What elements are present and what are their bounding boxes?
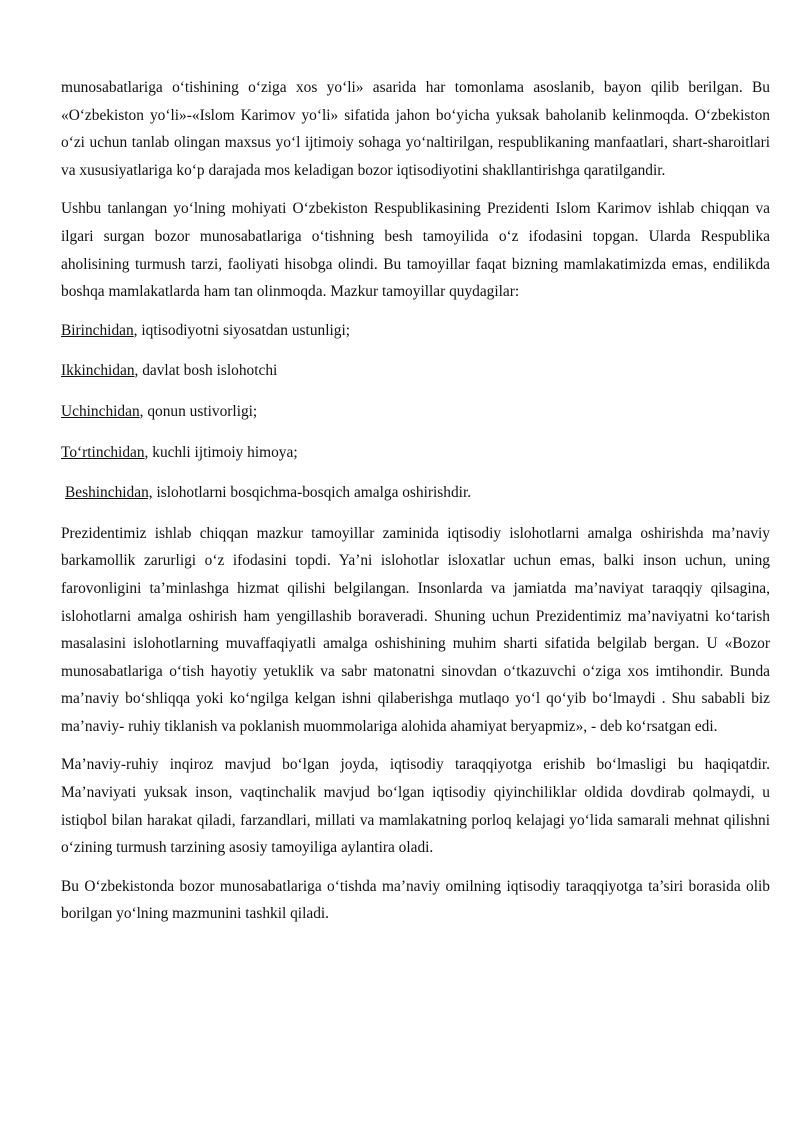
principle-label: Beshinchidan, (65, 484, 153, 502)
principle-text: , kuchli ijtimoiy himoya; (144, 443, 298, 461)
paragraph-spiritual-maturity: Prezidentimiz ishlab chiqqan mazkur tamoyillar zaminida iqtisodiy islohotlarni amalga oshirishda ma’naviy barkamollik zarurligi o‘z ifodasini topdi. Ya’ni islohotlar isloxatlar uchun emas, balki inson uchun, uning farovonligini ta’minlashga hizmat qilishi belgilangan. Insonlarda va jamiatda ma’naviyat taraqqiy qilsagina, islohotlarni amalga oshirish ham yengillashib boraveradi. Shuning uchun Prezidentimiz ma’naviyatni ko‘tarish masalasini islohotlarning muvaffaqiyatli amalga oshishining muhim sharti sifatida belgilab bergan. U «Bozor munosabatlariga o‘tish hayotiy yetuklik va sabr matonatni sinovdan o‘tkazuvchi o‘ziga xos imtihondir. Bunda ma’naviy bo‘shliqqa yoki ko‘ngilga kelgan ishni qilaberishga mutlaqo yo‘l qo‘yib bo‘lmaydi . Shu sababli biz ma’naviy- ruhiy tiklanish va poklanish muommolariga alohida ahamiyat beryapmiz», - deb ko‘rsatgan edi. (61, 524, 770, 735)
principle-item-1 (61, 317, 770, 345)
principle-text: , iqtisodiyotni siyosatdan ustunligi; (133, 321, 351, 339)
paragraph-intro-continued: munosabatlariga o‘tishining o‘ziga xos yo‘li» asarida har tomonlama asoslanib, bayon qilib berilgan. Bu «O‘zbekiston yo‘li»-«Islom Karimov yo‘li» sifatida jahon bo‘yicha yuksak baholanib kelinmoqda. O‘zbekiston o‘zi uchun tanlab olingan maxsus yo‘l ijtimoiy sohaga yo‘naltirilgan, respublikaning manfaatlari, shart-sharoitlari va xususiyatlariga ko‘p darajada mos keladigan bozor iqtisodiyotini shakllantirishga qaratilgandir. (61, 79, 770, 179)
paragraph-chosen-path: Ushbu tanlangan yo‘lning mohiyati O‘zbekiston Respublikasining Prezidenti Islom Karimov ishlab chiqqan va ilgari surgan bozor munosabatlariga o‘tishning besh tamoyilida o‘z ifodasini topgan. Ularda Respublika aholisining turmush tarzi, faoliyati hisobga olindi. Bu tamoyillar faqat bizning mamlakatimizda emas, endilikda boshqa mamlakatlarda ham tan olinmoqda. Mazkur tamoyillar quydagilar: (61, 200, 770, 301)
principle-item-3 (61, 398, 770, 426)
principle-label: Ikkinchidan (61, 362, 135, 380)
principle-item-4 (61, 439, 770, 467)
principle-item-5 (61, 479, 770, 507)
principle-text: islohotlarni bosqichma-bosqich amalga oshirishdir. (152, 484, 472, 502)
paragraph-spiritual-crisis: Ma’naviy-ruhiy inqiroz mavjud bo‘lgan joyda, iqtisodiy taraqqiyotga erishib bo‘lmasligi bu haqiqatdir. Ma’naviyati yuksak inson, vaqtinchalik mavjud bo‘lgan iqtisodiy qiyinchiliklar oldida dovdirab qolmaydi, u istiqbol bilan harakat qiladi, farzandlari, millati va mamlakatning porloq kelajagi yo‘lida samarali mehnat qilishni o‘zining turmush tarzining asosiy tamoyiliga aylantira oladi. (61, 756, 770, 857)
principle-label: To‘rtinchidan (61, 443, 145, 461)
principle-text: , qonun ustivorligi; (139, 402, 258, 420)
principle-label: Birinchidan (61, 321, 134, 339)
principle-label: Uchinchidan (61, 402, 140, 420)
principle-text: , davlat bosh islohotchi (134, 362, 278, 380)
document-page (61, 74, 770, 939)
principle-item-2 (61, 357, 770, 385)
paragraph-conclusion: Bu O‘zbekistonda bozor munosabatlariga o‘tishda ma’naviy omilning iqtisodiy taraqqiyotga ta’siri borasida olib borilgan yo‘lning mazmunini tashkil qiladi. (61, 877, 770, 923)
